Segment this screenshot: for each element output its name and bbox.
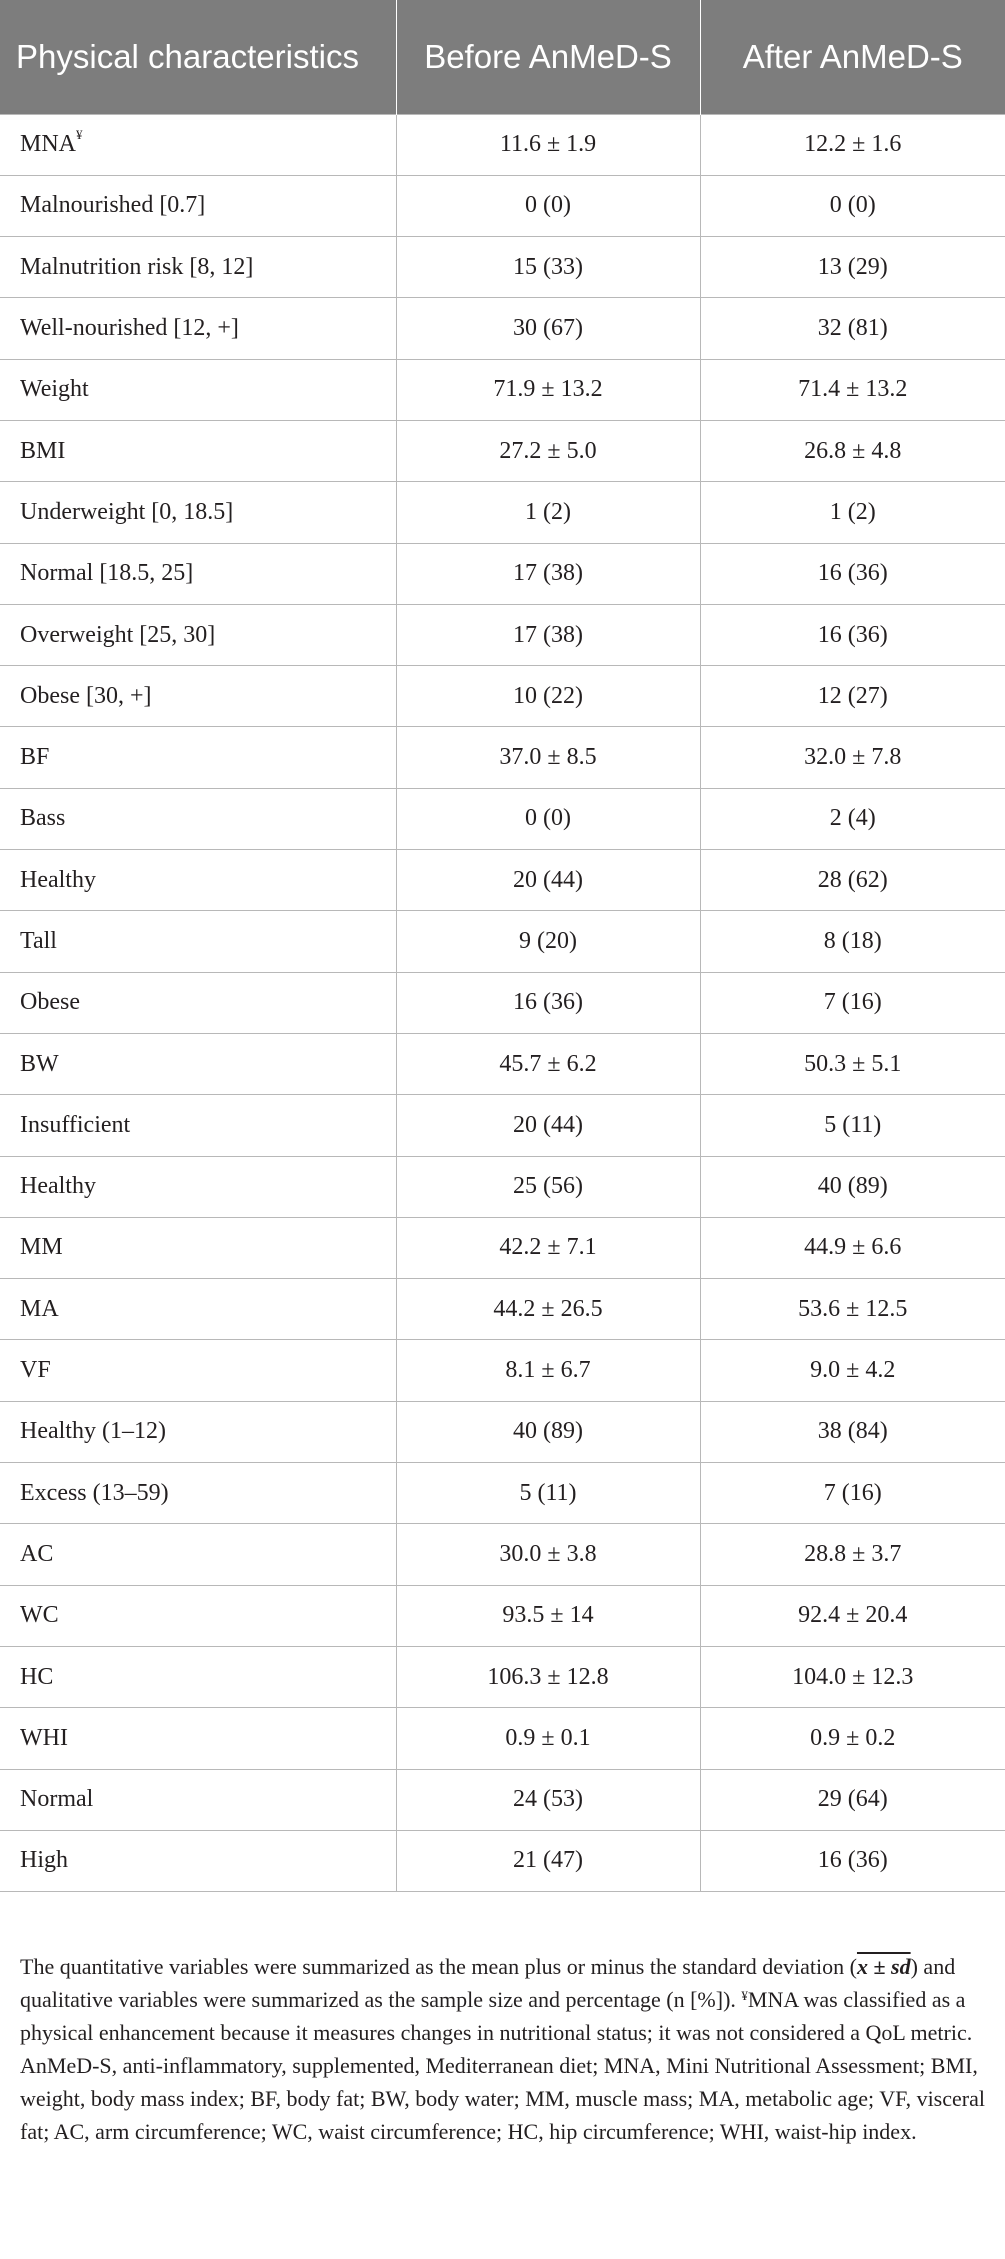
table-row <box>0 1279 1005 1340</box>
before-value: 27.2 ± 5.0 <box>396 420 700 481</box>
before-value: 25 (56) <box>396 1156 700 1217</box>
after-value: 9.0 ± 4.2 <box>700 1340 1005 1401</box>
row-label: Bass <box>20 805 66 832</box>
after-value: 7 (16) <box>700 972 1005 1033</box>
row-label: High <box>20 1847 68 1874</box>
after-value: 2 (4) <box>700 788 1005 849</box>
after-value: 13 (29) <box>700 237 1005 298</box>
row-label-cell <box>0 237 396 298</box>
table-row <box>0 298 1005 359</box>
row-label-cell <box>0 114 396 175</box>
table-row <box>0 543 1005 604</box>
footnote-math: x ± sd <box>856 1954 911 1979</box>
after-value: 29 (64) <box>700 1769 1005 1830</box>
table-row <box>0 1830 1005 1891</box>
table-body <box>0 114 1005 1892</box>
row-label-cell <box>0 543 396 604</box>
before-value: 11.6 ± 1.9 <box>396 114 700 175</box>
row-label: VF <box>20 1357 51 1384</box>
row-label: Healthy <box>20 1173 96 1200</box>
table-row <box>0 911 1005 972</box>
row-label: Malnourished [0.7] <box>20 192 206 219</box>
row-label-cell <box>0 727 396 788</box>
row-label-cell <box>0 298 396 359</box>
table-row <box>0 1401 1005 1462</box>
table-row <box>0 482 1005 543</box>
table-row <box>0 114 1005 175</box>
after-value: 38 (84) <box>700 1401 1005 1462</box>
after-value: 5 (11) <box>700 1095 1005 1156</box>
before-value: 24 (53) <box>396 1769 700 1830</box>
row-label-cell <box>0 1585 396 1646</box>
row-label-cell <box>0 1217 396 1278</box>
footnote-text-3: MNA was classified as a physical enhancement because it measures changes in nutritional status; it was not considered a QoL metric. AnMeD-S, anti-inflammatory, supplemented, Mediterranean diet; MNA, Mini Nutritional Assessment; BMI, weight, body mass index; BF, body fat; BW, body water; MM, muscle mass; MA, metabolic age; VF, visceral fat; AC, arm circumference; WC, waist circumference; HC, hip circumference; WHI, waist-hip index. <box>20 1987 985 2144</box>
after-value: 32.0 ± 7.8 <box>700 727 1005 788</box>
before-value: 93.5 ± 14 <box>396 1585 700 1646</box>
before-value: 0.9 ± 0.1 <box>396 1708 700 1769</box>
row-label-cell <box>0 175 396 236</box>
after-value: 16 (36) <box>700 543 1005 604</box>
table-row <box>0 359 1005 420</box>
row-label-sup: ¥ <box>76 127 83 143</box>
row-label-cell <box>0 1830 396 1891</box>
before-value: 42.2 ± 7.1 <box>396 1217 700 1278</box>
before-value: 5 (11) <box>396 1463 700 1524</box>
row-label-cell <box>0 1708 396 1769</box>
row-label: Malnutrition risk [8, 12] <box>20 253 254 280</box>
footnote-text-2: ) and qualitative variables were summarized as the sample size and percentage (n [%]). <box>20 1954 956 2012</box>
row-label: MA <box>20 1295 59 1322</box>
after-value: 8 (18) <box>700 911 1005 972</box>
table-row <box>0 175 1005 236</box>
row-label: BW <box>20 1050 59 1077</box>
table-row <box>0 1033 1005 1094</box>
row-label-cell <box>0 788 396 849</box>
row-label: Obese [30, +] <box>20 682 152 709</box>
row-label: Obese <box>20 989 80 1016</box>
row-label: WC <box>20 1602 59 1629</box>
before-value: 40 (89) <box>396 1401 700 1462</box>
after-value: 50.3 ± 5.1 <box>700 1033 1005 1094</box>
after-value: 71.4 ± 13.2 <box>700 359 1005 420</box>
table-row <box>0 666 1005 727</box>
table-row <box>0 1585 1005 1646</box>
after-value: 44.9 ± 6.6 <box>700 1217 1005 1278</box>
before-value: 30 (67) <box>396 298 700 359</box>
row-label-cell <box>0 1156 396 1217</box>
row-label-cell <box>0 1646 396 1707</box>
row-label-cell <box>0 1401 396 1462</box>
table-row <box>0 788 1005 849</box>
before-value: 37.0 ± 8.5 <box>396 727 700 788</box>
after-value: 53.6 ± 12.5 <box>700 1279 1005 1340</box>
row-label: MNA <box>20 131 77 158</box>
before-value: 71.9 ± 13.2 <box>396 359 700 420</box>
row-label-cell <box>0 1279 396 1340</box>
before-value: 0 (0) <box>396 788 700 849</box>
row-label-cell <box>0 972 396 1033</box>
table-row <box>0 604 1005 665</box>
after-value: 28 (62) <box>700 850 1005 911</box>
table-row <box>0 1769 1005 1830</box>
row-label-cell <box>0 1033 396 1094</box>
footnote-text-1: The quantitative variables were summarized as the mean plus or minus the standard deviation ( <box>20 1954 857 1979</box>
after-value: 0 (0) <box>700 175 1005 236</box>
table-row <box>0 1646 1005 1707</box>
before-value: 20 (44) <box>396 850 700 911</box>
table-row <box>0 237 1005 298</box>
row-label-cell <box>0 604 396 665</box>
after-value: 0.9 ± 0.2 <box>700 1708 1005 1769</box>
row-label-cell <box>0 1463 396 1524</box>
row-label-cell <box>0 666 396 727</box>
row-label-cell <box>0 1524 396 1585</box>
table-row <box>0 1156 1005 1217</box>
row-label: BMI <box>20 437 66 464</box>
row-label: Normal [18.5, 25] <box>20 560 194 587</box>
row-label-cell <box>0 420 396 481</box>
row-label: BF <box>20 744 50 771</box>
table-row <box>0 972 1005 1033</box>
row-label-cell <box>0 1095 396 1156</box>
after-value: 16 (36) <box>700 604 1005 665</box>
row-label: Weight <box>20 376 89 403</box>
before-value: 21 (47) <box>396 1830 700 1891</box>
before-value: 16 (36) <box>396 972 700 1033</box>
table-row <box>0 850 1005 911</box>
row-label: Healthy <box>20 866 96 893</box>
before-value: 20 (44) <box>396 1095 700 1156</box>
table-row <box>0 1463 1005 1524</box>
before-value: 17 (38) <box>396 543 700 604</box>
table-row <box>0 1524 1005 1585</box>
row-label-cell <box>0 1340 396 1401</box>
row-label: Normal <box>20 1786 94 1813</box>
after-value: 32 (81) <box>700 298 1005 359</box>
header-physical-characteristics: Physical characteristics <box>0 0 396 114</box>
before-value: 9 (20) <box>396 911 700 972</box>
row-label-cell <box>0 482 396 543</box>
before-value: 8.1 ± 6.7 <box>396 1340 700 1401</box>
row-label-cell <box>0 911 396 972</box>
row-label: Well-nourished [12, +] <box>20 315 239 342</box>
table-row <box>0 1708 1005 1769</box>
table-row <box>0 727 1005 788</box>
row-label: Tall <box>20 928 57 954</box>
row-label: Underweight [0, 18.5] <box>20 498 234 525</box>
row-label: MM <box>20 1234 63 1261</box>
footnote-sup: ¥ <box>741 1988 748 2003</box>
before-value: 1 (2) <box>396 482 700 543</box>
after-value: 40 (89) <box>700 1156 1005 1217</box>
before-value: 30.0 ± 3.8 <box>396 1524 700 1585</box>
table-footnote <box>20 1950 985 2148</box>
after-value: 26.8 ± 4.8 <box>700 420 1005 481</box>
after-value: 28.8 ± 3.7 <box>700 1524 1005 1585</box>
after-value: 12 (27) <box>700 666 1005 727</box>
row-label: Insufficient <box>20 1111 131 1138</box>
after-value: 7 (16) <box>700 1463 1005 1524</box>
row-label-cell <box>0 359 396 420</box>
table-row <box>0 420 1005 481</box>
before-value: 45.7 ± 6.2 <box>396 1033 700 1094</box>
before-value: 10 (22) <box>396 666 700 727</box>
before-value: 17 (38) <box>396 604 700 665</box>
table-header <box>0 0 1005 114</box>
row-label-cell <box>0 1769 396 1830</box>
table-row <box>0 1095 1005 1156</box>
before-value: 106.3 ± 12.8 <box>396 1646 700 1707</box>
row-label: Excess (13–59) <box>20 1479 169 1506</box>
before-value: 15 (33) <box>396 237 700 298</box>
before-value: 44.2 ± 26.5 <box>396 1279 700 1340</box>
after-value: 1 (2) <box>700 482 1005 543</box>
row-label-cell <box>0 850 396 911</box>
header-before: Before AnMeD-S <box>396 0 700 114</box>
after-value: 16 (36) <box>700 1830 1005 1891</box>
table-row <box>0 1217 1005 1278</box>
table-row <box>0 1340 1005 1401</box>
header-after: After AnMeD-S <box>700 0 1005 114</box>
after-value: 92.4 ± 20.4 <box>700 1585 1005 1646</box>
after-value: 104.0 ± 12.3 <box>700 1646 1005 1707</box>
row-label: HC <box>20 1663 54 1690</box>
before-value: 0 (0) <box>396 175 700 236</box>
row-label: WHI <box>20 1724 68 1751</box>
after-value: 12.2 ± 1.6 <box>700 114 1005 175</box>
row-label: Overweight [25, 30] <box>20 621 216 648</box>
row-label: AC <box>20 1540 54 1567</box>
row-label: Healthy (1–12) <box>20 1418 166 1445</box>
